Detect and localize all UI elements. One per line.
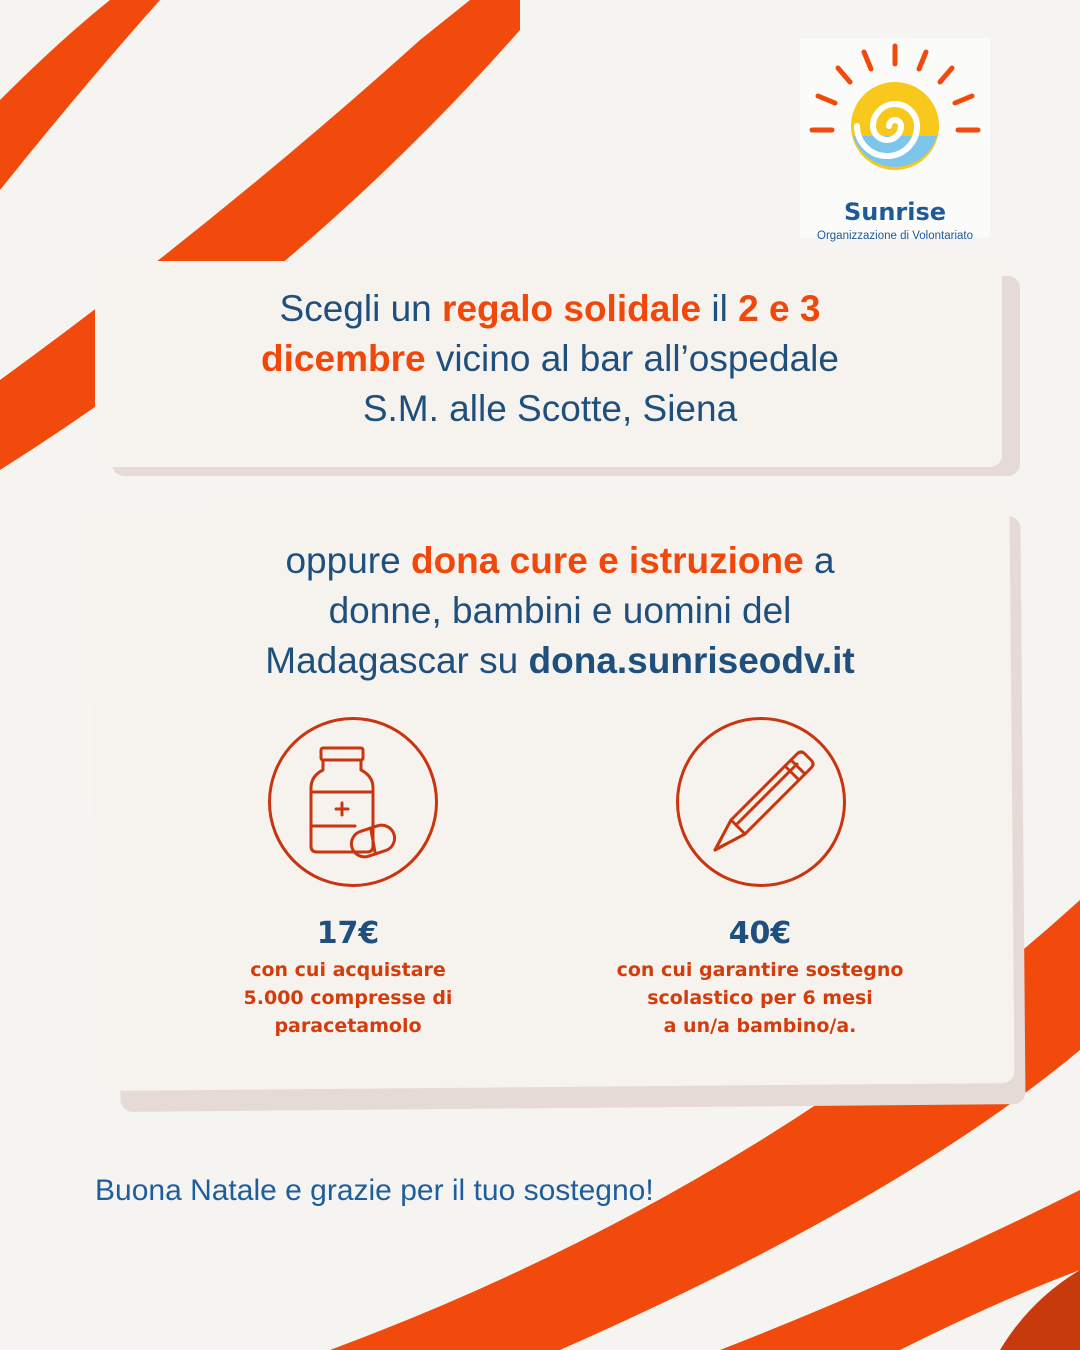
event-date-days: 2 e 3 [738,288,821,329]
option-2-line-1: con cui garantire sostegno [616,959,904,981]
donate-text-1: oppure [285,540,411,581]
donate-text-4: Madagascar su [265,640,529,681]
option-2-description [590,956,930,1040]
option-1-line-1: con cui acquistare [250,959,446,981]
option-2-amount: 40€ [728,916,792,951]
footer-message: Buona Natale e grazie per il tuo sostegno! [95,1174,654,1207]
pencil-icon-circle [676,717,846,887]
option-1-line-2: 5.000 compresse di [243,987,453,1009]
event-highlight-gift: regalo solidale [442,288,702,329]
sunrise-logo [800,38,990,242]
option-1-description [198,956,498,1040]
logo-name: Sunrise [843,198,947,226]
medicine-bottle-icon [271,720,435,884]
sun-logo-icon [800,38,990,178]
ribbon-top-left-thin [0,0,160,190]
medicine-icon-circle [268,717,438,887]
event-card-text [110,284,990,434]
option-1-amount: 17€ [316,916,380,951]
donate-text-3: donne, bambini e uomini del [328,590,792,631]
pencil-icon [679,720,843,884]
option-2-line-3: a un/a bambino/a. [663,1015,857,1037]
event-text-2: il [701,288,739,329]
option-2-line-2: scolastico per 6 mesi [647,987,873,1009]
donate-highlight: dona cure e istruzione [410,540,804,581]
donate-card-text [110,536,1010,686]
donate-text-2: a [803,540,835,581]
event-text-1: Scegli un [279,288,443,329]
donate-website-link[interactable]: dona.sunriseodv.it [528,640,855,681]
event-date-month: dicembre [261,338,426,379]
option-1-line-3: paracetamolo [274,1015,422,1037]
event-location: S.M. alle Scotte, Siena [362,388,738,429]
logo-subtitle: Organizzazione di Volontariato [817,230,973,242]
event-text-3: vicino al bar all’ospedale [425,338,839,379]
